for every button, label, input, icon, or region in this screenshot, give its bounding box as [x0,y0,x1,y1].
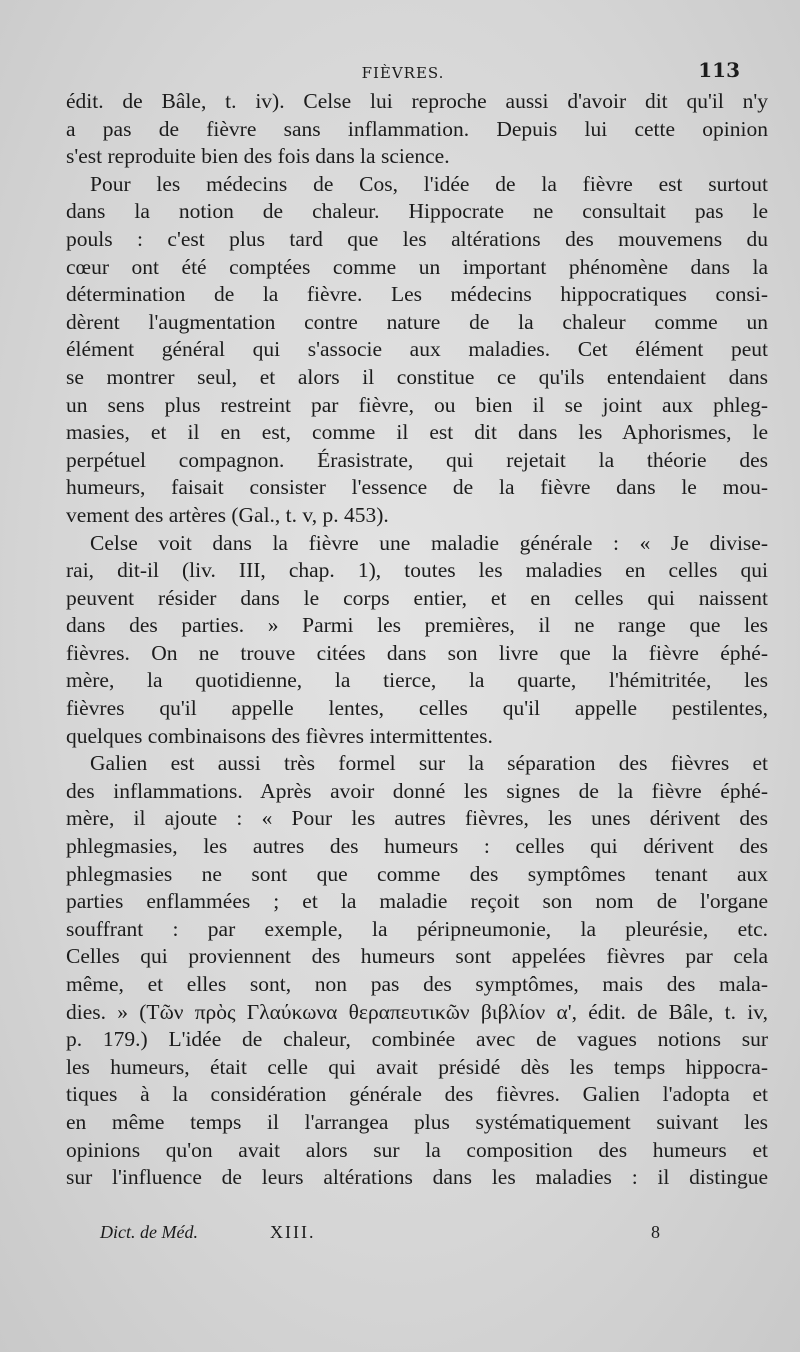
text-line: tiques à la considération générale des fièvres. Galien l'adopta et [66,1082,768,1107]
text-line: Galien est aussi très formel sur la séparation des fièvres et [90,751,768,776]
text-line: même, et elles sont, non pas des symptômes, mais des mala- [66,972,768,996]
text-line: humeurs, faisait consister l'essence de la fièvre dans le mou- [66,475,768,500]
text-line: dans la notion de chaleur. Hippocrate ne consultait pas le [66,199,768,224]
text-line: perpétuel compagnon. Érasistrate, qui rejetait la théorie des [66,447,768,472]
text-line: fièvres qu'il appelle lentes, celles qu'il appelle pestilentes, [66,696,768,721]
text-line: des inflammations. Après avoir donné les signes de la fièvre éphé- [66,778,768,803]
page-footer [100,1222,660,1250]
text-line: souffrant : par exemple, la péripneumonie, la pleurésie, etc. [66,916,768,941]
text-line: pouls : c'est plus tard que les altérations des mouvemens du [66,226,768,251]
page-number: 113 [698,58,740,82]
text-line: les humeurs, était celle qui avait présidé dès les temps hippocra- [66,1054,768,1079]
text-line: Celles qui proviennent des humeurs sont appelées fièvres par cela [66,944,768,969]
text-line: détermination de la fièvre. Les médecins hippocratiques consi- [66,282,768,307]
text-line: Pour les médecins de Cos, l'idée de la fièvre est surtout [90,171,768,196]
text-line: quelques combinaisons des fièvres intermittentes. [66,723,493,748]
text-line: opinions qu'on avait alors sur la composition des humeurs et [66,1137,768,1162]
signature-mark: Dict. de Méd. [100,1222,198,1242]
text-line: phlegmasies, les autres des humeurs : celles qui dérivent des [66,834,768,859]
text-line: parties enflammées ; et la maladie reçoit son nom de l'organe [66,889,768,914]
text-line: mère, la quotidienne, la tierce, la quarte, l'hémitritée, les [66,668,768,693]
text-line: a pas de fièvre sans inflammation. Depuis lui cette opinion [66,116,768,141]
text-line: un sens plus restreint par fièvre, ou bien il se joint aux phleg- [66,392,768,417]
page-header [66,58,740,88]
gathering-number: 8 [651,1222,660,1242]
text-line: dèrent l'augmentation contre nature de la chaleur comme un [66,309,768,334]
text-line: vement des artères (Gal., t. v, p. 453). [66,502,389,527]
text-line: cœur ont été comptées comme un important phénomène dans la [66,254,768,279]
text-line: p. 179.) L'idée de chaleur, combinée avec de vagues notions sur [66,1027,768,1052]
text-line: mère, il ajoute : « Pour les autres fièvres, les unes dérivent des [66,806,768,831]
text-line: sur l'influence de leurs altérations dans les maladies : il distingue [66,1165,768,1190]
text-line: peuvent résider dans le corps entier, et en celles qui naissent [66,585,768,610]
text-line: Celse voit dans la fièvre une maladie générale : « Je divise- [90,530,768,555]
body-text [66,88,768,1192]
text-line: rai, dit-il (liv. III, chap. 1), toutes les maladies en celles qui [66,558,768,583]
volume-number: XIII. [270,1222,316,1242]
text-line: phlegmasies ne sont que comme des symptômes tenant aux [66,861,768,886]
text-line: dans des parties. » Parmi les premières, il ne range que les [66,613,768,638]
text-line: dies. » (Τῶν πρὸς Γλαύκωνα θεραπευτικῶν βιβλίον α', édit. de Bâle, t. iv, [66,999,768,1024]
text-line: se montrer seul, et alors il constitue ce qu'ils entendaient dans [66,364,768,389]
text-line: s'est reproduite bien des fois dans la science. [66,144,450,169]
text-line: en même temps il l'arrangea plus systématiquement suivant les [66,1109,768,1134]
text-line: élément général qui s'associe aux maladies. Cet élément peut [66,337,768,362]
text-line: édit. de Bâle, t. iv). Celse lui reproche aussi d'avoir dit qu'il n'y [66,89,768,113]
text-line: fièvres. On ne trouve citées dans son livre que la fièvre éphé- [66,640,768,665]
running-title: FIÈVRES. [361,64,445,82]
text-line: masies, et il en est, comme il est dit dans les Aphorismes, le [66,420,768,445]
